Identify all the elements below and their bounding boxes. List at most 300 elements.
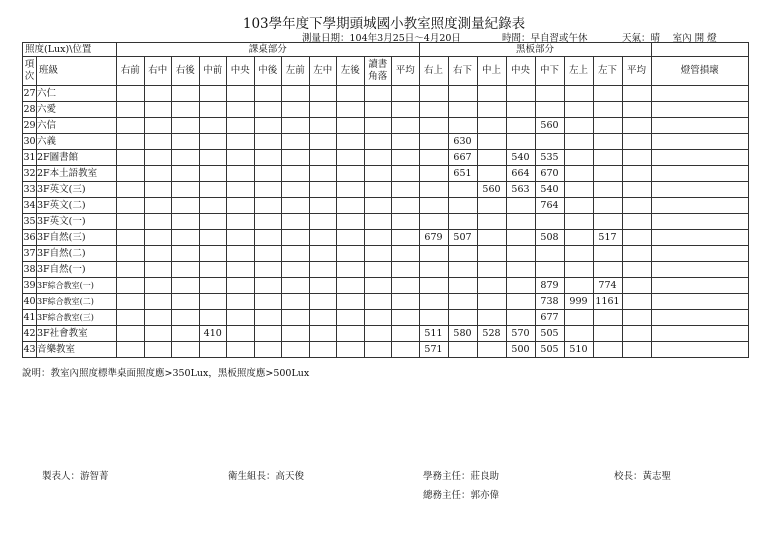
value-cell xyxy=(564,278,593,294)
value-cell xyxy=(364,262,392,278)
value-cell xyxy=(337,262,365,278)
table-row xyxy=(23,278,749,294)
value-cell xyxy=(477,198,506,214)
value-cell xyxy=(392,118,420,134)
item-no-cell: 41 xyxy=(23,310,37,326)
value-cell xyxy=(448,182,477,198)
value-cell xyxy=(364,118,392,134)
table-row xyxy=(23,342,749,358)
value-cell xyxy=(309,102,337,118)
value-cell xyxy=(364,326,392,342)
value-cell xyxy=(227,166,255,182)
board-col-header: 中上 xyxy=(477,57,506,86)
desk-group-header: 課桌部分 xyxy=(117,43,420,57)
value-cell xyxy=(199,134,227,150)
value-cell xyxy=(227,118,255,134)
value-cell xyxy=(117,182,145,198)
table-row xyxy=(23,166,749,182)
value-cell xyxy=(117,246,145,262)
lamp-damage-cell xyxy=(651,326,749,342)
lamp-damage-cell xyxy=(651,134,749,150)
value-cell xyxy=(622,246,651,262)
value-cell xyxy=(564,214,593,230)
value-cell xyxy=(282,262,310,278)
value-cell xyxy=(309,134,337,150)
value-cell xyxy=(364,166,392,182)
date-value: 104年3月25日～4月20日 xyxy=(349,33,461,44)
value-cell xyxy=(117,118,145,134)
value-cell xyxy=(622,102,651,118)
value-cell xyxy=(117,342,145,358)
value-cell xyxy=(309,278,337,294)
value-cell xyxy=(282,86,310,102)
value-cell xyxy=(593,150,622,166)
value-cell xyxy=(564,86,593,102)
value-cell xyxy=(309,150,337,166)
board-col-header: 中下 xyxy=(535,57,564,86)
board-group-header: 黑板部分 xyxy=(419,43,651,57)
class-name-cell: 3F綜合教室(三) xyxy=(37,310,117,326)
class-name-cell: 音樂教室 xyxy=(37,342,117,358)
item-no-cell: 30 xyxy=(23,134,37,150)
value-cell xyxy=(564,326,593,342)
class-name-cell: 3F自然(二) xyxy=(37,246,117,262)
value-cell xyxy=(227,278,255,294)
value-cell xyxy=(337,246,365,262)
value-cell xyxy=(622,182,651,198)
class-name-cell: 3F英文(三) xyxy=(37,182,117,198)
value-cell: 528 xyxy=(477,326,506,342)
value-cell xyxy=(477,150,506,166)
table-row xyxy=(23,214,749,230)
value-cell xyxy=(254,102,282,118)
value-cell xyxy=(309,198,337,214)
value-cell xyxy=(392,86,420,102)
value-cell xyxy=(477,86,506,102)
value-cell xyxy=(337,182,365,198)
value-cell xyxy=(172,262,200,278)
value-cell xyxy=(199,246,227,262)
value-cell xyxy=(364,198,392,214)
value-cell xyxy=(477,118,506,134)
value-cell xyxy=(593,134,622,150)
value-cell xyxy=(117,150,145,166)
academic-signature: 學務主任：莊良助 xyxy=(423,471,500,482)
value-cell xyxy=(172,230,200,246)
class-name-cell: 六信 xyxy=(37,118,117,134)
value-cell xyxy=(254,310,282,326)
value-cell xyxy=(282,182,310,198)
value-cell xyxy=(364,246,392,262)
value-cell xyxy=(227,182,255,198)
value-cell xyxy=(477,246,506,262)
value-cell xyxy=(506,278,535,294)
item-no-cell: 42 xyxy=(23,326,37,342)
value-cell xyxy=(309,342,337,358)
value-cell xyxy=(117,326,145,342)
value-cell xyxy=(364,86,392,102)
value-cell xyxy=(144,342,172,358)
value-cell xyxy=(337,326,365,342)
value-cell xyxy=(477,166,506,182)
desk-col-header: 右前 xyxy=(117,57,145,86)
value-cell xyxy=(593,310,622,326)
value-cell xyxy=(227,246,255,262)
value-cell xyxy=(564,102,593,118)
value-cell xyxy=(535,86,564,102)
board-col-header: 左下 xyxy=(593,57,622,86)
value-cell xyxy=(199,214,227,230)
value-cell xyxy=(593,198,622,214)
value-cell xyxy=(117,294,145,310)
value-cell: 560 xyxy=(535,118,564,134)
value-cell xyxy=(144,230,172,246)
class-name-header: 班級 xyxy=(37,57,117,86)
value-cell: 774 xyxy=(593,278,622,294)
value-cell xyxy=(506,230,535,246)
value-cell xyxy=(199,150,227,166)
item-no-cell: 28 xyxy=(23,102,37,118)
value-cell: 505 xyxy=(535,342,564,358)
desk-col-header: 右後 xyxy=(172,57,200,86)
value-cell xyxy=(337,214,365,230)
table-row xyxy=(23,150,749,166)
value-cell xyxy=(622,118,651,134)
value-cell: 999 xyxy=(564,294,593,310)
table-row xyxy=(23,326,749,342)
value-cell xyxy=(337,150,365,166)
value-cell xyxy=(392,214,420,230)
value-cell xyxy=(419,118,448,134)
value-cell xyxy=(535,214,564,230)
value-cell xyxy=(622,294,651,310)
value-cell xyxy=(172,102,200,118)
value-cell xyxy=(282,102,310,118)
value-cell xyxy=(172,294,200,310)
lamp-damage-cell xyxy=(651,198,749,214)
value-cell xyxy=(448,310,477,326)
table-row xyxy=(23,294,749,310)
value-cell xyxy=(622,214,651,230)
board-col-header: 右下 xyxy=(448,57,477,86)
room-value: 開 燈 xyxy=(694,33,717,44)
value-cell: 630 xyxy=(448,134,477,150)
lamp-damage-cell xyxy=(651,118,749,134)
value-cell xyxy=(477,342,506,358)
value-cell xyxy=(254,278,282,294)
value-cell xyxy=(564,118,593,134)
value-cell xyxy=(392,294,420,310)
value-cell: 505 xyxy=(535,326,564,342)
class-name-cell: 3F綜合教室(二) xyxy=(37,294,117,310)
value-cell: 511 xyxy=(419,326,448,342)
value-cell xyxy=(564,262,593,278)
value-cell xyxy=(227,214,255,230)
value-cell xyxy=(506,294,535,310)
value-cell xyxy=(337,198,365,214)
value-cell xyxy=(392,166,420,182)
value-cell xyxy=(254,166,282,182)
item-no-cell: 39 xyxy=(23,278,37,294)
value-cell xyxy=(144,86,172,102)
value-cell xyxy=(477,294,506,310)
value-cell xyxy=(364,150,392,166)
value-cell xyxy=(172,278,200,294)
value-cell xyxy=(282,198,310,214)
class-name-cell: 2F圖書館 xyxy=(37,150,117,166)
table-row xyxy=(23,262,749,278)
value-cell xyxy=(448,118,477,134)
value-cell xyxy=(309,294,337,310)
desk-col-header: 中後 xyxy=(254,57,282,86)
value-cell xyxy=(622,198,651,214)
value-cell xyxy=(282,326,310,342)
value-cell xyxy=(117,230,145,246)
value-cell xyxy=(254,134,282,150)
value-cell xyxy=(337,278,365,294)
value-cell xyxy=(564,182,593,198)
table-row xyxy=(23,86,749,102)
value-cell: 535 xyxy=(535,150,564,166)
value-cell xyxy=(392,278,420,294)
value-cell xyxy=(309,182,337,198)
value-cell xyxy=(117,310,145,326)
value-cell xyxy=(419,278,448,294)
value-cell xyxy=(227,102,255,118)
class-name-cell: 3F自然(三) xyxy=(37,230,117,246)
date-label: 測量日期： xyxy=(302,33,350,44)
value-cell xyxy=(593,262,622,278)
document-title: 103學年度下學期頭城國小教室照度測量紀錄表 xyxy=(242,16,526,32)
lamp-damage-cell xyxy=(651,230,749,246)
value-cell xyxy=(199,262,227,278)
table-row xyxy=(23,118,749,134)
value-cell xyxy=(448,342,477,358)
value-cell: 571 xyxy=(419,342,448,358)
value-cell xyxy=(309,214,337,230)
value-cell xyxy=(477,310,506,326)
value-cell: 664 xyxy=(506,166,535,182)
value-cell xyxy=(337,342,365,358)
value-cell xyxy=(564,246,593,262)
value-cell xyxy=(144,166,172,182)
value-cell xyxy=(535,262,564,278)
table-row xyxy=(23,230,749,246)
value-cell xyxy=(282,278,310,294)
value-cell xyxy=(309,326,337,342)
value-cell xyxy=(282,230,310,246)
value-cell xyxy=(144,118,172,134)
item-no-cell: 33 xyxy=(23,182,37,198)
table-row xyxy=(23,310,749,326)
value-cell xyxy=(364,102,392,118)
value-cell xyxy=(448,278,477,294)
value-cell xyxy=(364,294,392,310)
lamp-damage-cell xyxy=(651,214,749,230)
value-cell xyxy=(199,342,227,358)
desk-col-header: 平均 xyxy=(392,57,420,86)
value-cell xyxy=(282,342,310,358)
item-no-cell: 27 xyxy=(23,86,37,102)
value-cell xyxy=(419,262,448,278)
value-cell xyxy=(172,118,200,134)
value-cell xyxy=(254,214,282,230)
value-cell xyxy=(448,294,477,310)
value-cell xyxy=(337,230,365,246)
value-cell xyxy=(364,278,392,294)
weather-label: 天氣：晴 xyxy=(622,33,661,44)
value-cell xyxy=(506,198,535,214)
value-cell xyxy=(254,182,282,198)
value-cell xyxy=(117,86,145,102)
value-cell xyxy=(282,214,310,230)
value-cell xyxy=(392,262,420,278)
value-cell xyxy=(564,310,593,326)
value-cell xyxy=(622,150,651,166)
item-no-cell: 36 xyxy=(23,230,37,246)
value-cell xyxy=(254,294,282,310)
value-cell xyxy=(172,86,200,102)
value-cell xyxy=(622,262,651,278)
lamp-damage-cell xyxy=(651,294,749,310)
header-row-groups xyxy=(23,43,749,57)
item-no-cell: 43 xyxy=(23,342,37,358)
value-cell: 508 xyxy=(535,230,564,246)
value-cell xyxy=(144,246,172,262)
value-cell xyxy=(254,198,282,214)
value-cell xyxy=(117,134,145,150)
value-cell xyxy=(144,294,172,310)
value-cell: 517 xyxy=(593,230,622,246)
value-cell xyxy=(419,182,448,198)
value-cell xyxy=(448,102,477,118)
value-cell xyxy=(419,246,448,262)
class-name-cell: 3F英文(一) xyxy=(37,214,117,230)
desk-col-header: 中前 xyxy=(199,57,227,86)
lamp-damage-cell xyxy=(651,310,749,326)
value-cell xyxy=(337,166,365,182)
value-cell xyxy=(282,118,310,134)
value-cell xyxy=(337,102,365,118)
value-cell: 560 xyxy=(477,182,506,198)
value-cell xyxy=(199,86,227,102)
value-cell xyxy=(506,310,535,326)
value-cell xyxy=(593,342,622,358)
value-cell xyxy=(254,150,282,166)
value-cell xyxy=(593,166,622,182)
value-cell xyxy=(254,246,282,262)
value-cell xyxy=(506,262,535,278)
item-no-cell: 35 xyxy=(23,214,37,230)
value-cell: 667 xyxy=(448,150,477,166)
value-cell xyxy=(254,342,282,358)
value-cell xyxy=(144,310,172,326)
value-cell xyxy=(227,86,255,102)
item-no-cell: 34 xyxy=(23,198,37,214)
value-cell xyxy=(392,150,420,166)
value-cell xyxy=(477,230,506,246)
item-no-cell: 40 xyxy=(23,294,37,310)
value-cell xyxy=(282,246,310,262)
value-cell xyxy=(364,134,392,150)
value-cell xyxy=(419,166,448,182)
value-cell xyxy=(477,102,506,118)
value-cell xyxy=(172,310,200,326)
table-row xyxy=(23,182,749,198)
desk-col-header: 左中 xyxy=(309,57,337,86)
lamp-damage-cell xyxy=(651,278,749,294)
value-cell: 879 xyxy=(535,278,564,294)
item-no-cell: 38 xyxy=(23,262,37,278)
value-cell xyxy=(419,86,448,102)
value-cell xyxy=(309,262,337,278)
value-cell xyxy=(254,118,282,134)
value-cell xyxy=(506,134,535,150)
illuminance-table xyxy=(22,42,749,358)
value-cell xyxy=(199,102,227,118)
class-name-cell: 3F自然(一) xyxy=(37,262,117,278)
value-cell xyxy=(419,150,448,166)
table-row xyxy=(23,246,749,262)
value-cell xyxy=(117,214,145,230)
value-cell xyxy=(199,198,227,214)
value-cell xyxy=(364,310,392,326)
value-cell xyxy=(144,102,172,118)
value-cell: 679 xyxy=(419,230,448,246)
table-row xyxy=(23,198,749,214)
maker-signature: 製表人：游智菁 xyxy=(42,471,109,482)
value-cell xyxy=(172,150,200,166)
value-cell xyxy=(593,326,622,342)
value-cell xyxy=(419,198,448,214)
value-cell xyxy=(144,278,172,294)
value-cell xyxy=(419,102,448,118)
value-cell: 677 xyxy=(535,310,564,326)
value-cell xyxy=(593,102,622,118)
lamp-header-spacer xyxy=(651,43,749,57)
value-cell xyxy=(593,246,622,262)
value-cell xyxy=(564,166,593,182)
value-cell xyxy=(392,102,420,118)
value-cell: 1161 xyxy=(593,294,622,310)
desk-col-header: 右中 xyxy=(144,57,172,86)
value-cell xyxy=(448,214,477,230)
value-cell xyxy=(227,294,255,310)
value-cell: 764 xyxy=(535,198,564,214)
value-cell xyxy=(337,134,365,150)
value-cell: 580 xyxy=(448,326,477,342)
value-cell xyxy=(364,230,392,246)
value-cell: 540 xyxy=(506,150,535,166)
value-cell xyxy=(337,310,365,326)
value-cell xyxy=(622,134,651,150)
value-cell xyxy=(117,278,145,294)
value-cell xyxy=(282,150,310,166)
value-cell: 540 xyxy=(535,182,564,198)
value-cell xyxy=(172,326,200,342)
room-label: 室內 xyxy=(672,33,692,44)
value-cell: 570 xyxy=(506,326,535,342)
value-cell xyxy=(477,278,506,294)
value-cell xyxy=(144,150,172,166)
lamp-damage-cell xyxy=(651,182,749,198)
value-cell xyxy=(392,230,420,246)
value-cell xyxy=(506,86,535,102)
value-cell xyxy=(392,198,420,214)
class-name-cell: 六義 xyxy=(37,134,117,150)
value-cell: 507 xyxy=(448,230,477,246)
principal-signature: 校長：黃志聖 xyxy=(614,471,672,482)
